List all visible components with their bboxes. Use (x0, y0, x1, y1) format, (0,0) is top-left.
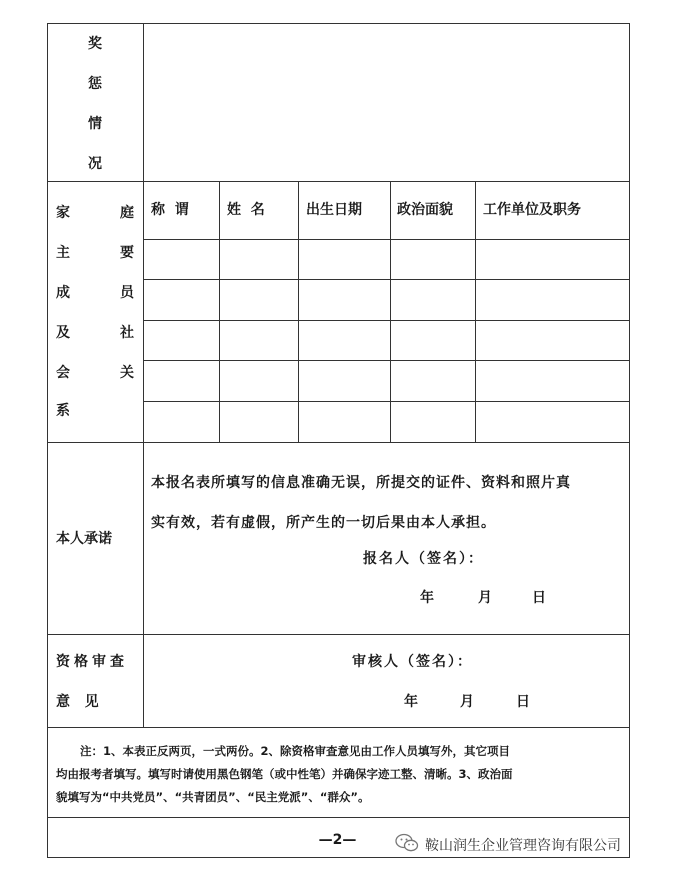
row-divider (47, 442, 630, 443)
watermark (395, 833, 621, 857)
header-political-status: 政治面貌 (397, 202, 453, 218)
header-name: 姓 名 (227, 202, 265, 218)
review-date-day: 日 (516, 694, 530, 710)
watermark-text: 鞍山润生企业管理咨询有限公司 (425, 838, 621, 854)
wechat-icon (395, 833, 419, 857)
label-column-divider (143, 23, 144, 727)
review-date-year: 年 (404, 694, 418, 710)
family-label-char: 及 (56, 325, 70, 341)
commitment-date-day: 日 (532, 590, 546, 606)
column-divider (390, 181, 391, 442)
column-divider (475, 181, 476, 442)
note-line: 貌填写为“中共党员”、“共青团员”、“民主党派”、“群众”。 (56, 790, 370, 804)
commitment-text-line1: 本报名表所填写的信息准确无误，所提交的证件、资料和照片真 (151, 475, 571, 491)
family-label-char: 系 (56, 403, 70, 419)
row-divider (47, 727, 630, 728)
reward-label-char: 况 (88, 156, 102, 172)
row-divider (143, 360, 630, 361)
family-label-char: 主 (56, 245, 70, 261)
reviewer-signature[interactable]: 审核人（签名）： (352, 654, 473, 670)
row-divider (47, 181, 630, 182)
reward-label-char: 惩 (88, 76, 102, 92)
commitment-date-month: 月 (478, 590, 492, 606)
review-date-month: 月 (460, 694, 474, 710)
page-number: —2— (318, 832, 357, 848)
header-relation: 称 谓 (151, 202, 189, 218)
reward-label-char: 情 (88, 116, 102, 132)
column-divider (219, 181, 220, 442)
commitment-label: 本人承诺 (56, 531, 112, 547)
family-label-char: 关 (120, 365, 134, 381)
family-label-char: 员 (120, 285, 134, 301)
note-line: 均由报考者填写。填写时请使用黑色钢笔（或中性笔）并确保字迹工整、清晰。3、政治面 (56, 767, 513, 781)
family-label-char: 成 (56, 285, 70, 301)
note-line: 注：1、本表正反两页，一式两份。2、除资格审查意见由工作人员填写外，其它项目 (80, 744, 510, 758)
commitment-date-year: 年 (420, 590, 434, 606)
qualification-label-line1: 资格审查 (56, 654, 128, 670)
family-label-char: 庭 (120, 205, 134, 221)
family-label-char: 社 (120, 325, 134, 341)
family-label-char: 要 (120, 245, 134, 261)
row-divider (143, 320, 630, 321)
commitment-text-line2: 实有效，若有虚假，所产生的一切后果由本人承担。 (151, 515, 496, 531)
applicant-signature[interactable]: 报名人（签名）： (363, 551, 484, 567)
row-divider (143, 279, 630, 280)
header-birthdate: 出生日期 (306, 202, 362, 218)
row-divider (143, 239, 630, 240)
header-workplace: 工作单位及职务 (483, 202, 581, 218)
column-divider (298, 181, 299, 442)
row-divider (47, 817, 630, 818)
reward-label-char: 奖 (88, 36, 102, 52)
family-label-char: 家 (56, 205, 70, 221)
family-label-char: 会 (56, 365, 70, 381)
reward-content-area[interactable] (145, 25, 628, 179)
row-divider (143, 401, 630, 402)
qualification-label-line2: 意 见 (56, 694, 99, 710)
row-divider (47, 634, 630, 635)
